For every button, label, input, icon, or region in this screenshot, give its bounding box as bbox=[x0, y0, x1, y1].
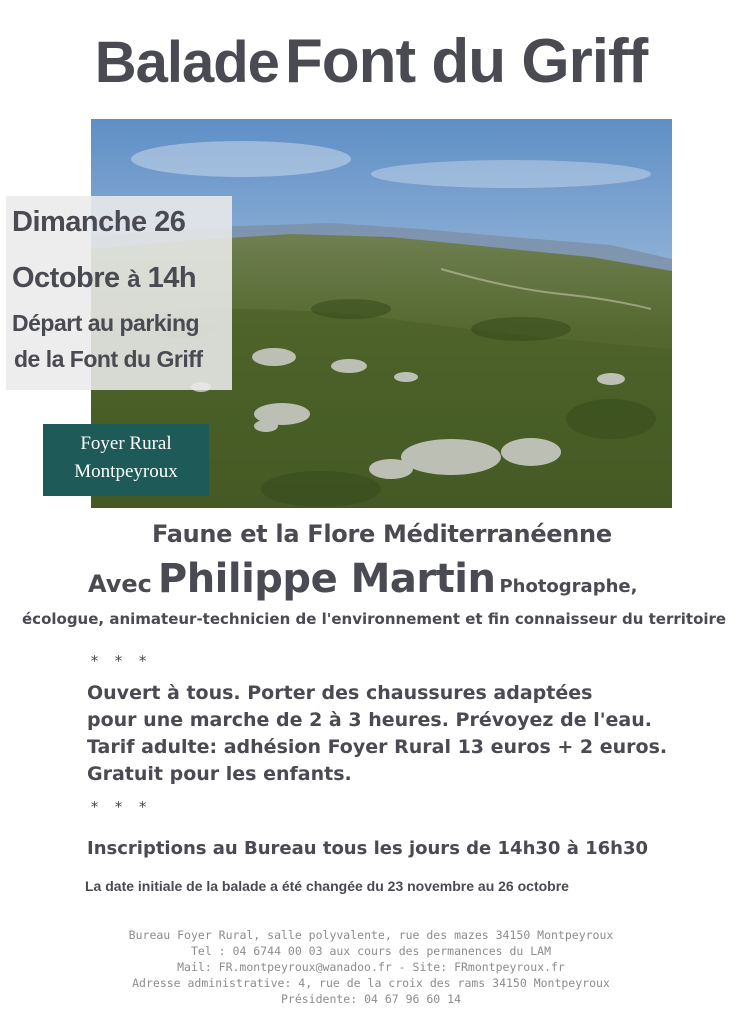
presenter-description: écologue, animateur-technicien de l'environnement et fin connaisseur du territoire bbox=[22, 610, 727, 628]
date-month-time bbox=[12, 262, 196, 295]
date-month: Octobre bbox=[12, 262, 120, 294]
footer-line: Adresse administrative: 4, rue de la croix des rams 34150 Montpeyroux bbox=[132, 976, 610, 990]
info-line: Tarif adulte: adhésion Foyer Rural 13 euros + 2 euros. bbox=[87, 736, 668, 758]
contact-footer bbox=[0, 927, 742, 1007]
date-change-notice: La date initiale de la balade a été changée du 23 novembre au 26 octobre bbox=[85, 878, 569, 894]
presenter-avec: Avec bbox=[88, 570, 152, 598]
presenter-role: Photographe, bbox=[499, 576, 638, 597]
departure-line2: de la Font du Griff bbox=[14, 346, 203, 372]
date-day: Dimanche 26 bbox=[12, 206, 186, 238]
foyer-logo-line1: Foyer Rural bbox=[80, 433, 172, 454]
title-part-font-du-griff: Font du Griff bbox=[284, 27, 648, 96]
practical-info bbox=[87, 680, 667, 788]
title-part-balade: Balade bbox=[94, 30, 279, 95]
footer-line: Mail: FR.montpeyroux@wanadoo.fr - Site: FRmontpeyroux.fr bbox=[177, 960, 565, 974]
foyer-rural-logo bbox=[43, 424, 209, 496]
info-line: Ouvert à tous. Porter des chaussures adaptées bbox=[87, 682, 593, 704]
separator-bottom: * * * bbox=[90, 798, 151, 816]
footer-line: Bureau Foyer Rural, salle polyvalente, rue des mazes 34150 Montpeyroux bbox=[128, 928, 614, 942]
separator-top: * * * bbox=[90, 652, 151, 670]
theme-heading: Faune et la Flore Méditerranéenne bbox=[152, 520, 612, 548]
footer-line: Tel : 04 6744 00 03 aux cours des permanences du LAM bbox=[190, 944, 552, 958]
foyer-logo-line2: Montpeyroux bbox=[74, 461, 178, 482]
presenter-line bbox=[88, 556, 637, 602]
poster-title bbox=[0, 26, 742, 97]
footer-line: Présidente: 04 67 96 60 14 bbox=[280, 992, 461, 1006]
info-line: Gratuit pour les enfants. bbox=[87, 763, 352, 785]
date-a: à bbox=[127, 266, 141, 293]
info-line: pour une marche de 2 à 3 heures. Prévoyez de l'eau. bbox=[87, 709, 652, 731]
date-info-box bbox=[6, 196, 232, 390]
date-time: 14h bbox=[147, 262, 197, 294]
presenter-name: Philippe Martin bbox=[157, 556, 496, 602]
registration-info: Inscriptions au Bureau tous les jours de 14h30 à 16h30 bbox=[87, 838, 649, 859]
departure-line1: Départ au parking bbox=[12, 310, 200, 336]
